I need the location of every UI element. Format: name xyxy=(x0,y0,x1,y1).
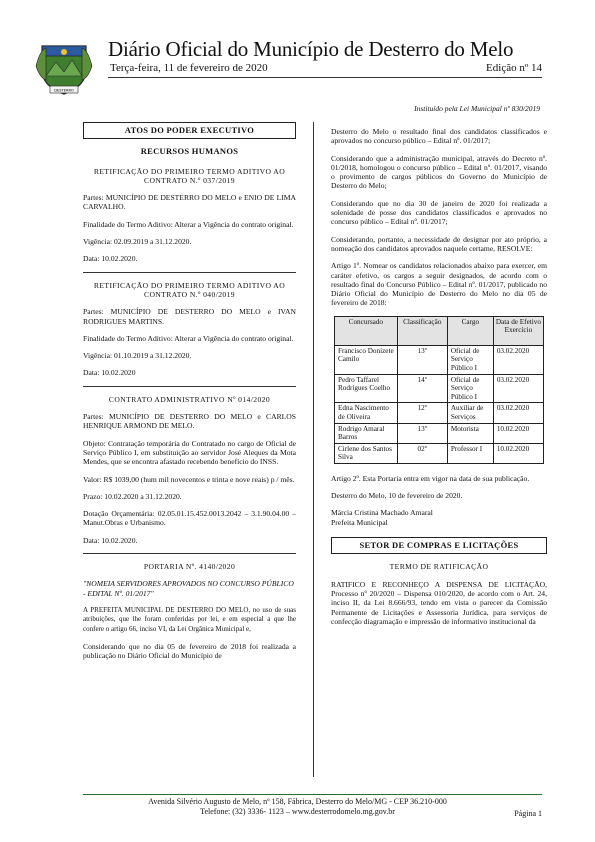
table-row xyxy=(335,443,544,463)
right-para3: Considerando que no dia 30 de janeiro de 2020 foi realizada a solenidade de posse dos candidatos classificados e aprovados no concurso público – Edital nº. 01/2017; xyxy=(331,198,547,227)
cell-date: 03.02.2020 xyxy=(493,374,543,403)
right-para2: Considerando que a administração municipal, através do Decreto nº. 01/2018, homologou o concurso público – Edital nº. 01/2017, visando o provimento de cargos públicos do Governo do Município de Desterro do Melo; xyxy=(331,153,547,191)
cell-role: Motorista xyxy=(447,423,493,443)
column-divider xyxy=(313,122,314,777)
block2-title: RETIFICAÇÃO DO PRIMEIRO TERMO ADITIVO AO CONTRATO N.º 040/2019 xyxy=(93,280,286,299)
institution-note: Instituído pela Lei Municipal nº 830/2019 xyxy=(414,104,540,113)
block3-budget: Dotação Orçamentária: 02.05.01.15.452.0013.2042 – 3.1.90.04.00 – Manut.Obras e Urbanismo. xyxy=(83,509,296,528)
right-para7: Desterro do Melo, 10 de fevereiro de 2020. xyxy=(331,491,463,501)
cell-date: 10.02.2020 xyxy=(493,443,543,463)
block4-title: PORTARIA Nº. 4140/2020 xyxy=(143,562,236,572)
table-row xyxy=(335,423,544,443)
cell-rank: 12º xyxy=(397,403,447,423)
subsection-title-hr: RECURSOS HUMANOS xyxy=(140,146,239,157)
header-rule xyxy=(108,77,542,78)
ratification-title: TERMO DE RATIFICAÇÃO xyxy=(389,562,489,572)
footer-contact: Telefone: (32) 3336- 1123 – www.desterrodomelo.mg.gov.br xyxy=(200,807,395,816)
block1-purpose: Finalidade do Termo Aditivo: Alterar a Vigência do contrato original. xyxy=(83,219,294,229)
right-para1: Desterro do Melo o resultado final dos candidatos classificados e aprovados no concurso público – Edital nº. 01/2017; xyxy=(331,127,547,146)
block4-subtitle: "NOMEIA SERVIDORES APROVADOS NO CONCURSO PÚBLICO - EDITAL Nº. 01/2017" xyxy=(83,579,294,598)
cell-rank: 14º xyxy=(397,374,447,403)
municipal-coat-of-arms-logo xyxy=(34,36,94,96)
right-column xyxy=(331,127,547,634)
signer-role: Prefeita Municipal xyxy=(331,517,388,527)
table-row xyxy=(335,345,544,374)
table-header-row xyxy=(335,316,544,345)
col-header: Concursado xyxy=(335,316,398,345)
block3-term: Prazo: 10.02.2020 a 31.12.2020. xyxy=(83,491,182,501)
cell-rank: 02º xyxy=(397,443,447,463)
svg-text:DESTERRO: DESTERRO xyxy=(54,88,74,93)
cell-name: Francisco Donizete Camilo xyxy=(335,345,398,374)
block4-para2: Considerando que no dia 05 de fevereiro de 2018 foi realizada a publicação no Diário Oficial do Município de xyxy=(83,641,296,661)
right-para5: Artigo 1º. Nomear os candidatos relacionados abaixo para exercer, em caráter efetivo, os cargos a seguir designados, de acordo com o resultado final do Concurso Público – Edital nº. 01/2017, publicado no Diário Oficial do Município de Desterro do Melo no dia 05 de fevereiro de 2018: xyxy=(331,261,547,308)
left-column xyxy=(83,122,296,668)
block3-title: CONTRATO ADMINISTRATIVO Nº 014/2020 xyxy=(108,394,271,404)
nominees-table xyxy=(334,316,544,464)
right-para8: RATIFICO E RECONHEÇO A DISPENSA DE LICITAÇÃO, Processo nº 20/2020 – Dispensa 010/2020, de acordo com o Art. 24, inciso II, da Lei 8.666/93, tendo em vista o parecer da Comissão Permanente de Licitações e Assessoria Jurídica, para serviços de confecção diagramação e impressão de informativo institucional da xyxy=(331,579,547,626)
block1-validity: Vigência: 02.09.2019 a 31.12.2020. xyxy=(83,237,192,247)
footer-rule xyxy=(83,794,542,795)
col-header: Classificação xyxy=(397,316,447,345)
section-title-executive: ATOS DO PODER EXECUTIVO xyxy=(83,122,296,139)
cell-name: Rodrigo Amaral Barros xyxy=(335,423,398,443)
cell-name: Pedro Taffarel Rodrigues Coelho xyxy=(335,374,398,403)
separator xyxy=(83,553,296,554)
block3-date: Data: 10.02.2020. xyxy=(83,535,138,545)
block3-value: Valor: R$ 1039,00 (hum mil novecentos e trinta e nove reais) p / mês. xyxy=(83,474,295,484)
separator xyxy=(83,272,296,273)
cell-role: Auxiliar de Serviços xyxy=(447,403,493,423)
cell-date: 03.02.2020 xyxy=(493,403,543,423)
block1-title: RETIFICAÇÃO DO PRIMEIRO TERMO ADITIVO AO CONTRATO N.º 037/2019 xyxy=(93,166,286,185)
cell-role: Oficial de Serviço Público I xyxy=(447,345,493,374)
block3-object: Objeto: Contratação temporária do Contratado no cargo de Oficial de Serviço Público I, em substituição ao servidor José Aleques da Mota Mendes, que se encontra afastado recebendo benefício do INSS. xyxy=(83,438,296,467)
cell-role: Oficial de Serviço Público I xyxy=(447,374,493,403)
cell-date: 03.02.2020 xyxy=(493,345,543,374)
col-header: Data de Efetivo Exercício xyxy=(493,316,543,345)
separator xyxy=(83,386,296,387)
block2-parties: Partes: MUNICÍPIO DE DESTERRO DO MELO e IVAN RODRIGUES MARTINS. xyxy=(83,307,296,326)
footer-address: Avenida Silvério Augusto de Melo, nº 158, Fábrica, Desterro do Melo/MG - CEP 36.210-000 xyxy=(148,797,447,806)
block2-date: Data: 10.02.2020 xyxy=(83,368,136,378)
cell-name: Cirlene dos Santos Silva xyxy=(335,443,398,463)
right-para4: Considerando, portanto, a necessidade de designar por ato próprio, a nomeação dos candidatos aprovados naquele certame, RESOLVE: xyxy=(331,234,547,253)
cell-rank: 13º xyxy=(397,423,447,443)
cell-name: Edna Nascimento de Oliveira xyxy=(335,403,398,423)
page-number: Página 1 xyxy=(514,809,542,818)
issue-date: Terça-feira, 11 de fevereiro de 2020 xyxy=(110,62,268,74)
right-para6: Artigo 2º. Esta Portaria entra em vigor na data de sua publicação. xyxy=(331,473,530,483)
signer-name: Márcia Cristina Machado Amaral xyxy=(331,508,433,518)
block1-parties: Partes: MUNICÍPIO DE DESTERRO DO MELO e ENIO DE LIMA CARVALHO. xyxy=(83,193,296,212)
block2-validity: Vigência: 01.10.2019 a 31.12.2020. xyxy=(83,351,192,361)
block3-parties: Partes: MUNICÍPIO DE DESTERRO DO MELO e CARLOS HENRIQUE ARMOND DE MELO. xyxy=(83,412,296,431)
edition-number: Edição nº 14 xyxy=(486,62,542,74)
block2-purpose: Finalidade do Termo Aditivo: Alterar a Vigência do contrato original. xyxy=(83,333,294,343)
table-row xyxy=(335,403,544,423)
cell-date: 10.02.2020 xyxy=(493,423,543,443)
newspaper-title: Diário Oficial do Município de Desterro do Melo xyxy=(108,37,514,61)
table-row xyxy=(335,374,544,403)
cell-role: Professor I xyxy=(447,443,493,463)
block1-date: Data: 10.02.2020. xyxy=(83,254,138,264)
col-header: Cargo xyxy=(447,316,493,345)
section-title-procurement: SETOR DE COMPRAS E LICITAÇÕES xyxy=(331,537,547,554)
block4-para1: A PREFEITA MUNICIPAL DE DESTERRO DO MELO, no uso de suas atribuições, que lhe foram conferidas por lei, e em especial a que lhe confere o artigo 66, inciso VI, da Lei Orgânica Municipal e, xyxy=(83,605,296,633)
cell-rank: 13º xyxy=(397,345,447,374)
